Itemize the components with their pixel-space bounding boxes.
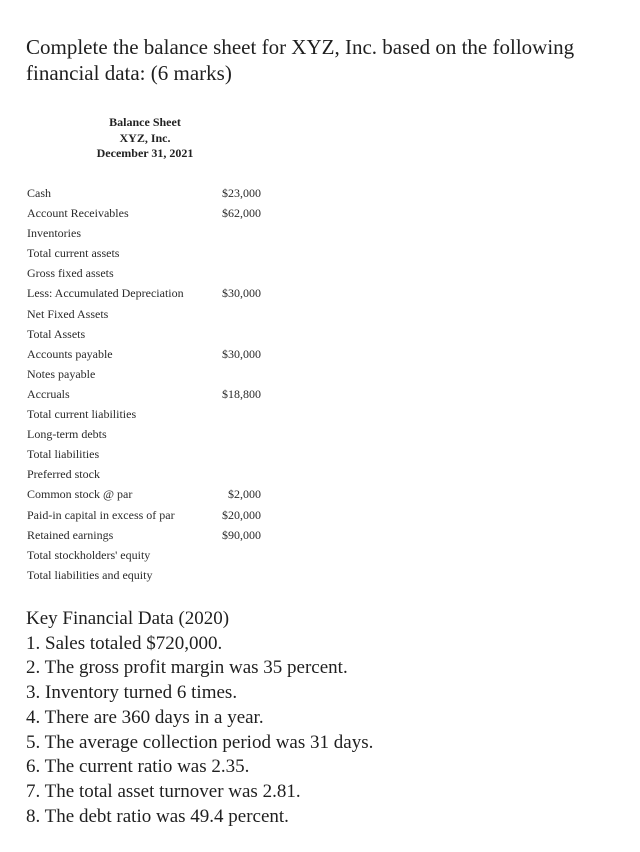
row-label: Retained earnings [27, 527, 114, 542]
balance-sheet-row [27, 424, 277, 444]
row-label: Notes payable [27, 366, 96, 381]
balance-sheet-row [27, 525, 277, 545]
row-label: Total liabilities and equity [27, 567, 153, 582]
key-data-item: 2. The gross profit margin was 35 percent. [26, 657, 348, 679]
balance-sheet-row [27, 364, 277, 384]
balance-sheet-row [27, 324, 277, 344]
row-label: Accruals [27, 386, 70, 401]
row-value: $30,000 [222, 346, 261, 361]
row-value: $30,000 [222, 286, 261, 301]
balance-sheet-row [27, 183, 277, 203]
row-label: Long-term debts [27, 427, 107, 442]
question-text [26, 34, 626, 86]
row-label: Total stockholders' equity [27, 547, 151, 562]
row-label: Gross fixed assets [27, 266, 114, 281]
row-label: Account Receivables [27, 206, 129, 221]
row-label: Less: Accumulated Depreciation [27, 286, 184, 301]
row-label: Total liabilities [27, 447, 100, 462]
row-label: Net Fixed Assets [27, 306, 109, 321]
question-line-2: financial data: (6 marks) [26, 61, 232, 85]
key-data-item: 3. Inventory turned 6 times. [26, 682, 238, 704]
balance-sheet-row [27, 304, 277, 324]
key-financial-data-title: Key Financial Data (2020) [26, 608, 230, 629]
row-value: $2,000 [228, 487, 261, 502]
key-data-item: 4. There are 360 days in a year. [26, 706, 264, 728]
row-label: Paid-in capital in excess of par [27, 507, 175, 522]
balance-sheet-row [27, 464, 277, 484]
key-data-item: 5. The average collection period was 31 days. [26, 731, 374, 753]
key-data-item: 6. The current ratio was 2.35. [26, 756, 250, 778]
balance-sheet-row [27, 444, 277, 464]
row-label: Preferred stock [27, 467, 100, 482]
company-name: XYZ, Inc. [119, 130, 171, 145]
key-data-item: 7. The total asset turnover was 2.81. [26, 780, 301, 802]
key-data-item: 8. The debt ratio was 49.4 percent. [26, 805, 289, 827]
balance-sheet-table [27, 183, 277, 585]
balance-sheet-row [27, 263, 277, 283]
balance-sheet-header [70, 115, 220, 162]
row-value: $23,000 [222, 186, 261, 200]
key-financial-data [26, 607, 626, 829]
balance-sheet-row [27, 223, 277, 243]
row-label: Total Assets [27, 326, 86, 341]
row-value: $62,000 [222, 206, 261, 221]
balance-sheet-row [27, 384, 277, 404]
key-financial-data-list [26, 632, 626, 830]
row-label: Cash [27, 186, 51, 200]
row-label: Common stock @ par [27, 487, 133, 502]
balance-sheet-row [27, 203, 277, 223]
row-value: $90,000 [222, 527, 261, 542]
balance-sheet-row [27, 344, 277, 364]
row-label: Inventories [27, 226, 81, 241]
key-data-item: 1. Sales totaled $720,000. [26, 632, 223, 654]
balance-sheet-title: Balance Sheet [109, 115, 181, 129]
balance-sheet-row [27, 545, 277, 565]
statement-date: December 31, 2021 [96, 146, 194, 160]
balance-sheet-row [27, 283, 277, 303]
balance-sheet-row [27, 404, 277, 424]
balance-sheet-row [27, 505, 277, 525]
row-value: $18,800 [222, 386, 261, 401]
balance-sheet-row [27, 565, 277, 585]
row-label: Total current liabilities [27, 407, 137, 422]
balance-sheet-row [27, 484, 277, 504]
row-label: Accounts payable [27, 346, 113, 361]
row-label: Total current assets [27, 246, 120, 261]
balance-sheet-row [27, 243, 277, 263]
row-value: $20,000 [222, 507, 261, 522]
question-line-1: Complete the balance sheet for XYZ, Inc. based on the following [26, 35, 575, 59]
